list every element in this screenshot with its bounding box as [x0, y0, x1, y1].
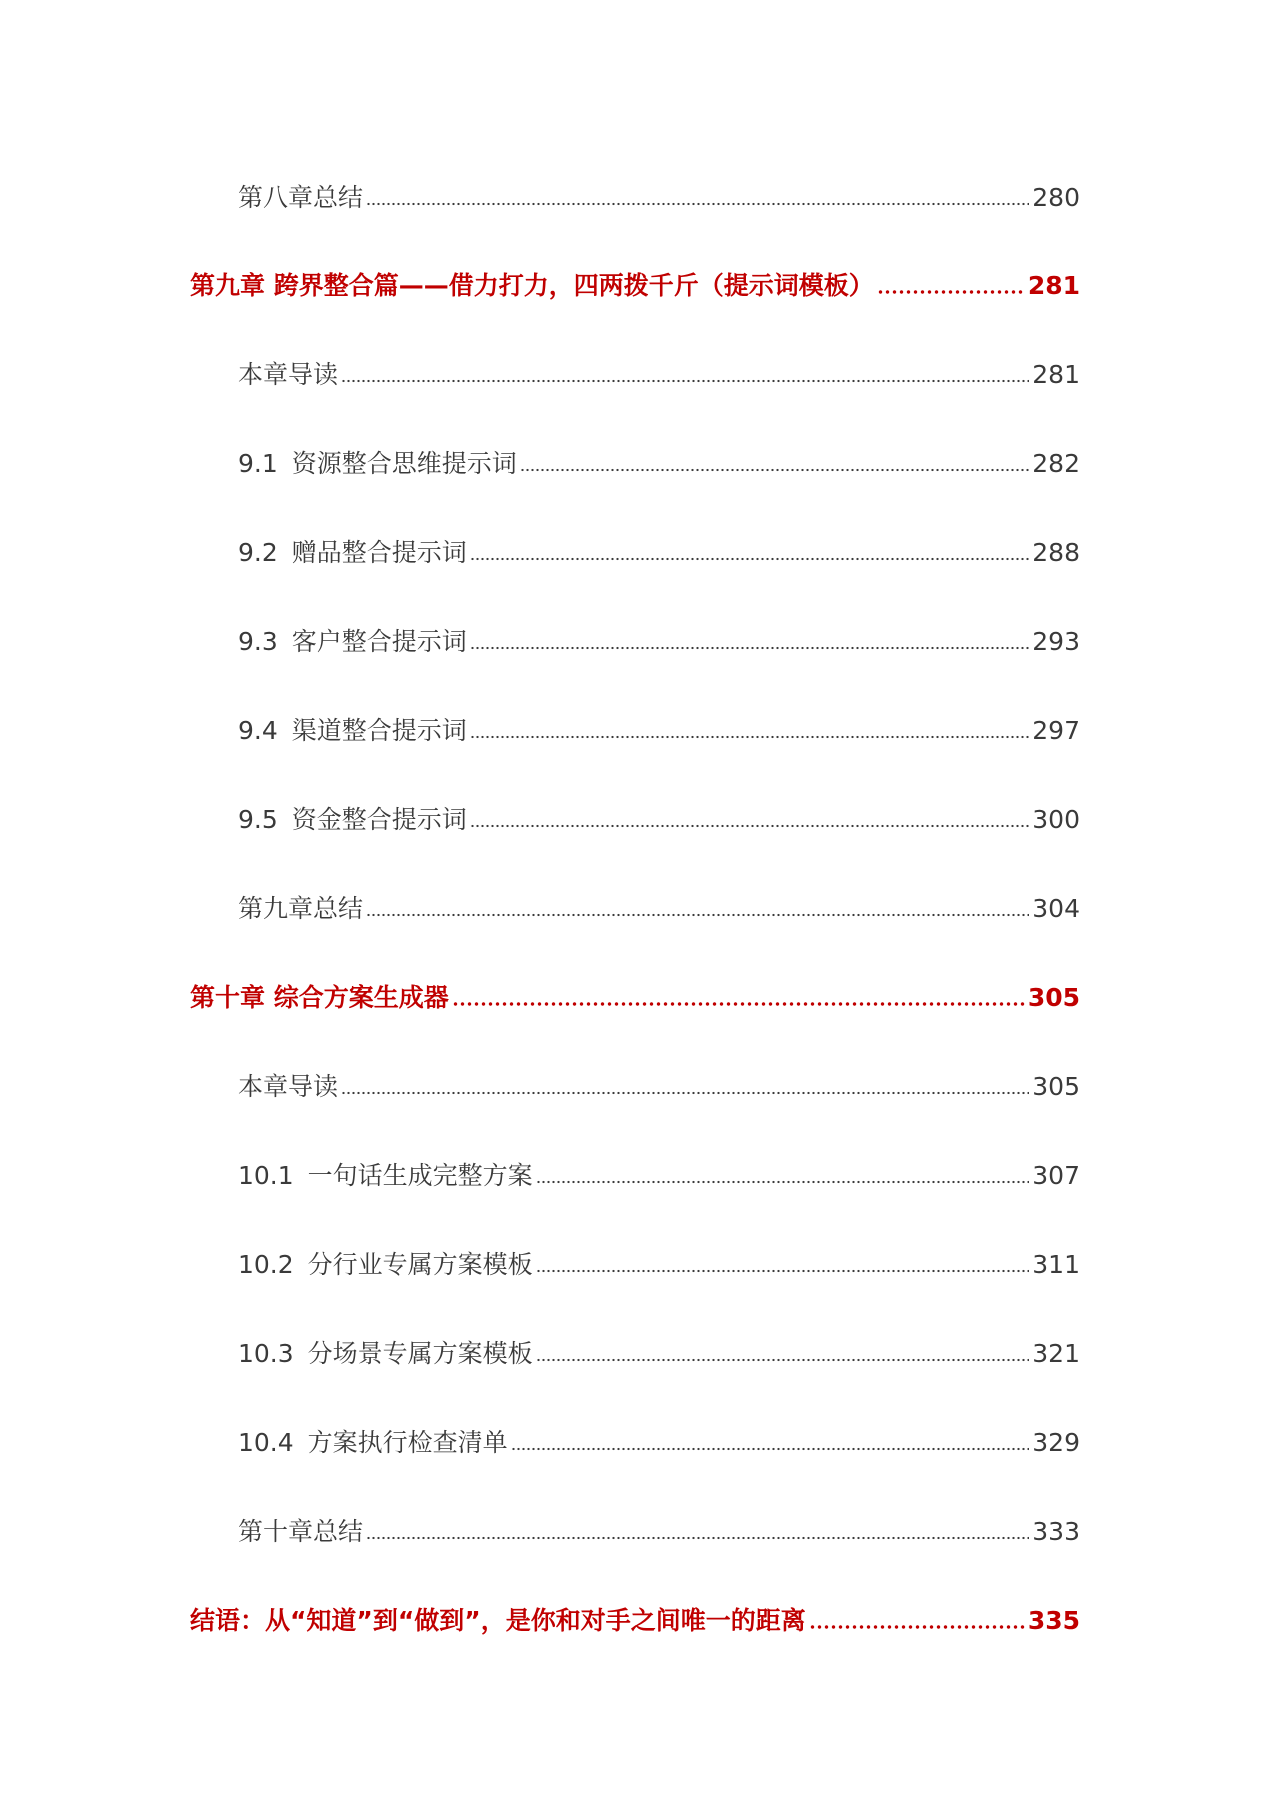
toc-entry-title: 资金整合提示词 [291, 805, 467, 834]
toc-entry-title: 渠道整合提示词 [291, 716, 467, 745]
toc-entry-title: 本章导读 [238, 360, 339, 389]
toc-entry-title: 第九章总结 [238, 894, 364, 923]
toc-entry[interactable] [238, 800, 1080, 836]
toc-entry[interactable] [238, 444, 1080, 480]
toc-entry-title: 方案执行检查清单 [307, 1428, 508, 1457]
toc-entry-title: 分行业专属方案模板 [307, 1250, 533, 1279]
toc-entry-title: 本章导读 [238, 1072, 339, 1101]
dot-leader [536, 1267, 1030, 1275]
toc-page-number: 297 [1032, 716, 1080, 745]
toc-section-number: 10.1 [238, 1161, 294, 1190]
toc-page-number: 305 [1027, 983, 1080, 1012]
dot-leader [536, 1356, 1030, 1364]
toc-entry[interactable] [238, 622, 1080, 658]
toc-page-number: 288 [1032, 538, 1080, 567]
toc-page-number: 329 [1032, 1428, 1080, 1457]
dot-leader [366, 1534, 1029, 1542]
toc-page-number: 335 [1027, 1606, 1080, 1635]
toc-entry-title: 赠品整合提示词 [291, 538, 467, 567]
dot-leader [366, 911, 1029, 919]
toc-entry[interactable] [238, 533, 1080, 569]
toc-entry[interactable] [238, 1156, 1080, 1192]
dot-leader [341, 377, 1029, 385]
toc-entry-title: 客户整合提示词 [291, 627, 467, 656]
dot-leader [877, 288, 1025, 296]
toc-section-number: 9.4 [238, 716, 278, 745]
toc-chapter-title: 结语：从“知道”到“做到”，是你和对手之间唯一的距离 [190, 1606, 806, 1635]
dot-leader [536, 1178, 1030, 1186]
toc-entry[interactable] [238, 1245, 1080, 1281]
toc-page-number: 311 [1032, 1250, 1080, 1279]
toc-page-number: 304 [1032, 894, 1080, 923]
toc-page-number: 333 [1032, 1517, 1080, 1546]
toc-page-number: 293 [1032, 627, 1080, 656]
dot-leader [452, 1000, 1025, 1008]
toc-entry[interactable] [238, 1334, 1080, 1370]
toc-section-number: 10.4 [238, 1428, 294, 1457]
toc-entry-title: 资源整合思维提示词 [291, 449, 517, 478]
toc-entry[interactable] [238, 1512, 1080, 1548]
toc-entry[interactable] [238, 1423, 1080, 1459]
dot-leader [809, 1623, 1025, 1631]
toc-entry[interactable] [238, 889, 1080, 925]
toc-section-number: 9.3 [238, 627, 278, 656]
toc-entry[interactable] [238, 711, 1080, 747]
toc-page-number: 300 [1032, 805, 1080, 834]
dot-leader [470, 644, 1030, 652]
toc-entry-title: 第十章总结 [238, 1517, 364, 1546]
toc-entry-title: 第八章总结 [238, 183, 364, 212]
toc-chapter[interactable] [190, 266, 1080, 302]
toc-page-number: 307 [1032, 1161, 1080, 1190]
toc-section-number: 9.2 [238, 538, 278, 567]
toc-section-number: 10.3 [238, 1339, 294, 1368]
dot-leader [511, 1445, 1030, 1453]
toc-section-number: 9.1 [238, 449, 278, 478]
toc-section-number: 10.2 [238, 1250, 294, 1279]
dot-leader [470, 822, 1030, 830]
toc-page-number: 280 [1032, 183, 1080, 212]
dot-leader [470, 733, 1030, 741]
toc-chapter[interactable] [190, 1601, 1080, 1637]
toc-chapter-title: 第九章 跨界整合篇——借力打力，四两拨千斤（提示词模板） [190, 271, 874, 300]
toc-chapter[interactable] [190, 978, 1080, 1014]
toc-entry-title: 分场景专属方案模板 [307, 1339, 533, 1368]
dot-leader [520, 466, 1030, 474]
dot-leader [341, 1089, 1029, 1097]
toc-entry-title: 一句话生成完整方案 [307, 1161, 533, 1190]
toc-page-number: 282 [1032, 449, 1080, 478]
toc-page-number: 281 [1032, 360, 1080, 389]
toc-entry[interactable] [238, 1067, 1080, 1103]
toc-page-number: 321 [1032, 1339, 1080, 1368]
toc-entry[interactable] [238, 355, 1080, 391]
dot-leader [470, 555, 1030, 563]
toc-chapter-title: 第十章 综合方案生成器 [190, 983, 449, 1012]
toc-entry[interactable] [238, 178, 1080, 214]
toc-page-number: 281 [1027, 271, 1080, 300]
dot-leader [366, 200, 1029, 208]
toc-page-number: 305 [1032, 1072, 1080, 1101]
toc-section-number: 9.5 [238, 805, 278, 834]
